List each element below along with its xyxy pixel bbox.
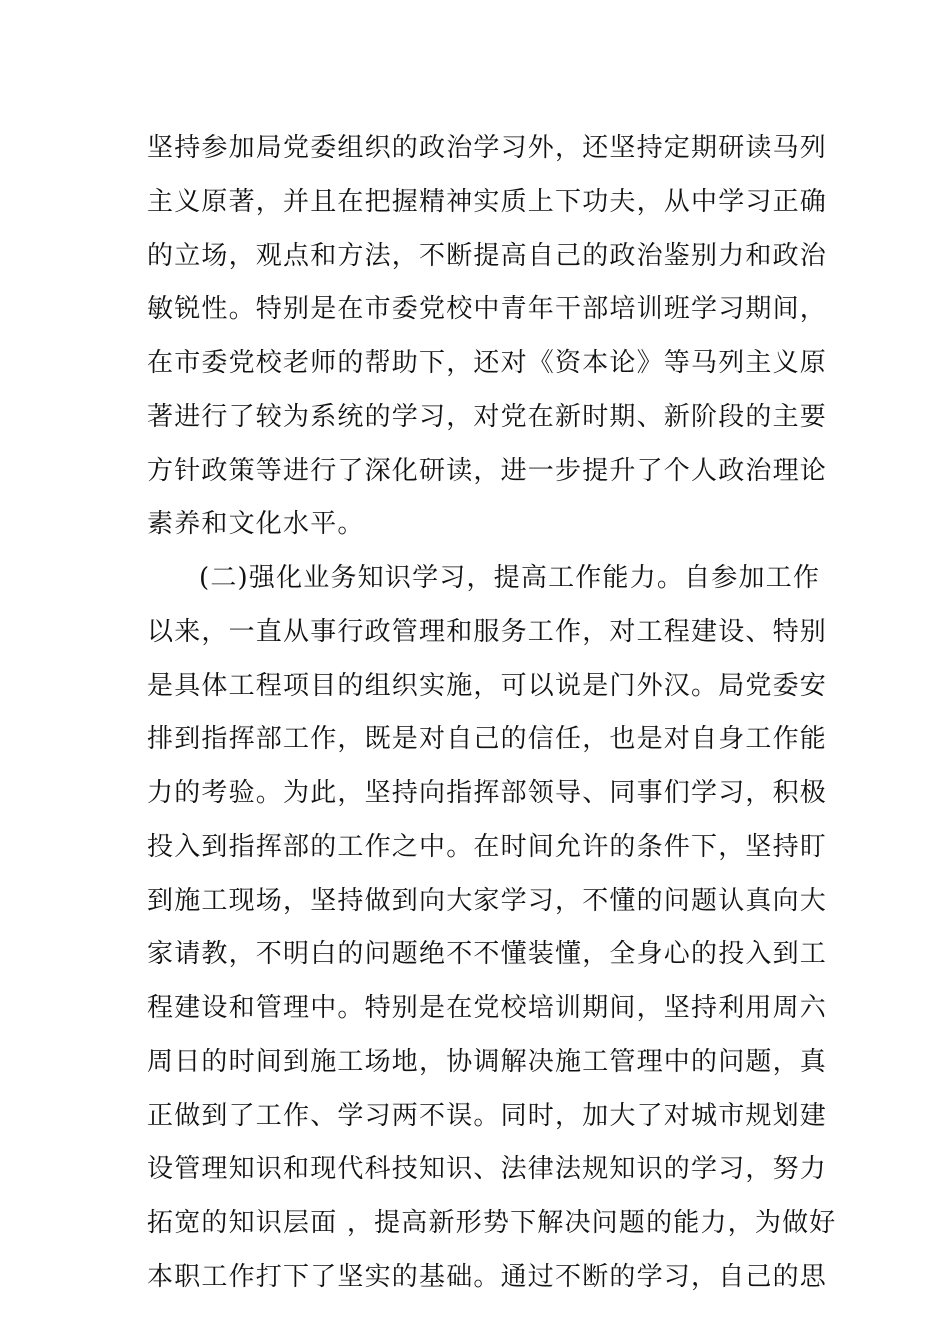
text-line: 是具体工程项目的组织实施，可以说是门外汉。局党委安 (147, 670, 828, 701)
text-line: 著进行了较为系统的学习，对党在新时期、新阶段的主要 (147, 401, 828, 432)
text-line: 本职工作打下了坚实的基础。通过不断的学习，自己的思 (147, 1261, 828, 1292)
text-line: 方针政策等进行了深化研读，进一步提升了个人政治理论 (147, 455, 828, 486)
text-line: 素养和文化水平。 (147, 509, 365, 540)
text-line: 主义原著，并且在把握精神实质上下功夫，从中学习正确 (147, 186, 828, 217)
text-line: 周日的时间到施工场地，协调解决施工管理中的问题，真 (147, 1046, 828, 1077)
text-line: 到施工现场，坚持做到向大家学习，不懂的问题认真向大 (147, 885, 828, 916)
text-line: 设管理知识和现代科技知识、法律法规知识的学习，努力 (147, 1154, 828, 1185)
text-line: 以来，一直从事行政管理和服务工作，对工程建设、特别 (147, 616, 828, 647)
section-heading-line: (二)强化业务知识学习，提高工作能力。自参加工作 (199, 563, 821, 593)
text-line: 投入到指挥部的工作之中。在时间允许的条件下，坚持盯 (147, 831, 828, 862)
text-line: 力的考验。为此，坚持向指挥部领导、同事们学习，积极 (147, 778, 828, 808)
text-line: 敏锐性。特别是在市委党校中青年干部培训班学习期间， (147, 294, 828, 325)
text-line: 坚持参加局党委组织的政治学习外，还坚持定期研读马列 (147, 133, 828, 163)
text-line: 程建设和管理中。特别是在党校培训期间，坚持利用周六 (147, 993, 828, 1023)
text-line: 拓宽的知识层面 ，提高新形势下解决问题的能力，为做好 (147, 1208, 837, 1238)
body-text (147, 122, 837, 1305)
text-line: 在市委党校老师的帮助下，还对《资本论》等马列主义原 (147, 348, 828, 378)
text-line: 排到指挥部工作，既是对自己的信任，也是对自身工作能 (147, 724, 828, 755)
text-line: 正做到了工作、学习两不误。同时，加大了对城市规划建 (147, 1100, 828, 1131)
text-line: 家请教，不明白的问题绝不不懂装懂，全身心的投入到工 (147, 939, 828, 970)
text-line: 的立场，观点和方法，不断提高自己的政治鉴别力和政治 (147, 240, 828, 271)
